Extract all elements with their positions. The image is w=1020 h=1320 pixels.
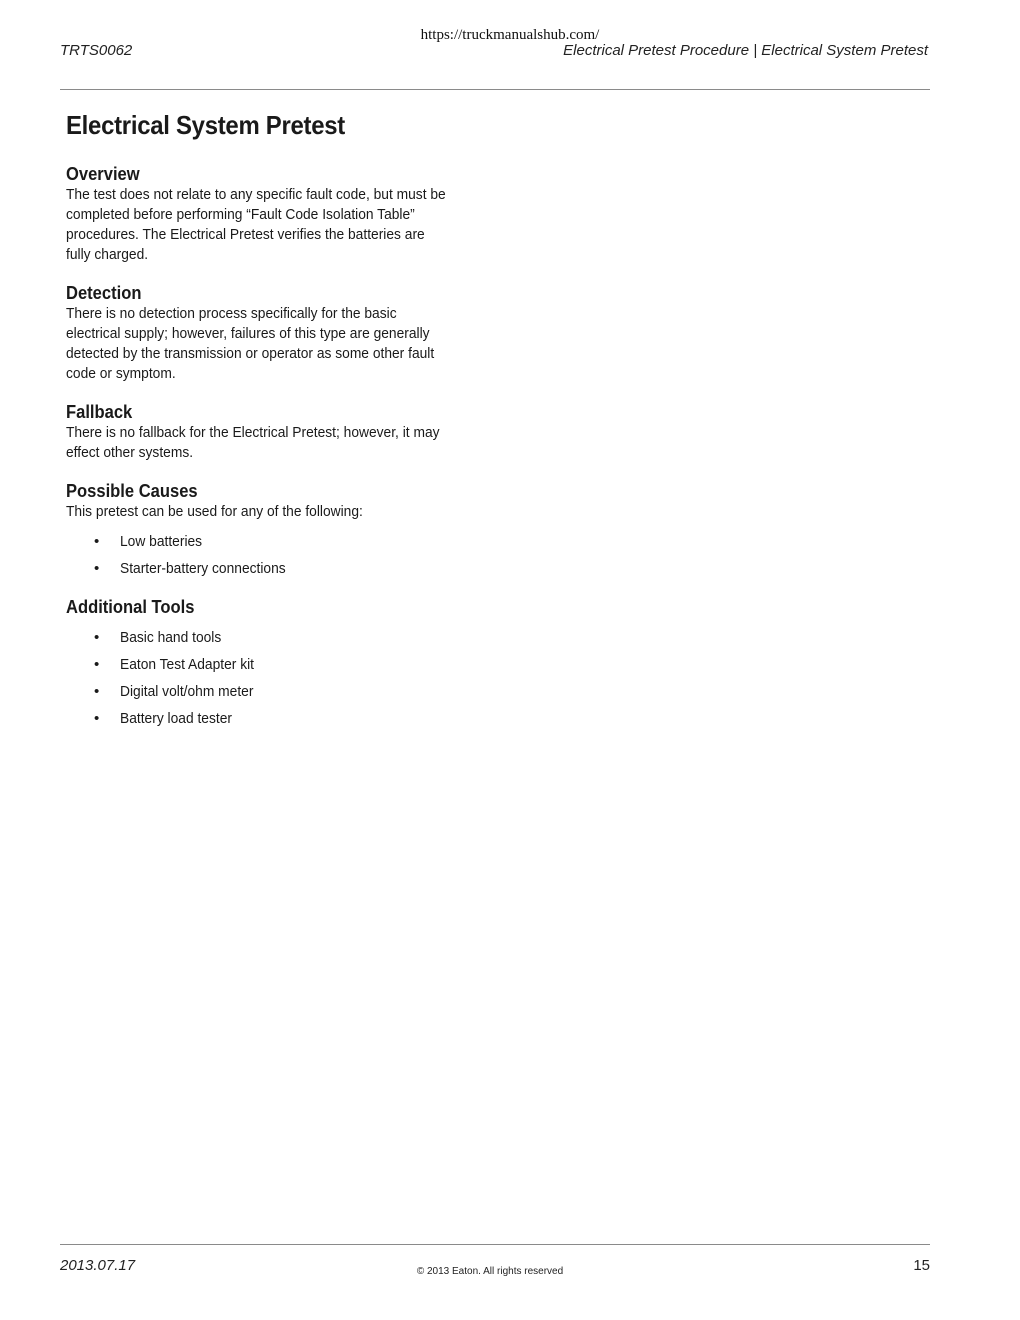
possible-causes-body: This pretest can be used for any of the following: [66,503,363,520]
list-item: • Basic hand tools [66,624,461,651]
header-divider [60,89,930,90]
bullet-icon: • [94,629,100,646]
detection-heading: Detection [66,283,142,303]
additional-tools-list [66,624,461,732]
overview-body: The test does not relate to any specific fault code, but must be completed before performing “Fault Code Isolation Table” procedures. The Electrical Pretest verifies the batteries are fully charged. [66,186,446,263]
fallback-heading: Fallback [66,402,133,422]
footer-date: 2013.07.17 [60,1257,136,1274]
watermark-url: https://truckmanualshub.com/ [420,27,600,43]
page-content [66,110,461,746]
overview-heading: Overview [66,164,140,184]
list-item: • Digital volt/ohm meter [66,678,461,705]
page-title: Electrical System Pretest [66,110,345,140]
additional-tools-heading: Additional Tools [66,597,195,617]
footer-divider [60,1244,930,1245]
footer-page-number: 15 [913,1257,930,1274]
list-item: • Eaton Test Adapter kit [66,651,461,678]
possible-causes-heading: Possible Causes [66,481,198,501]
header-doc-code: TRTS0062 [60,42,133,59]
footer-copyright: © 2013 Eaton. All rights reserved [416,1266,564,1277]
list-item: • Starter-battery connections [66,555,461,582]
bullet-icon: • [94,656,100,673]
list-item: • Battery load tester [66,705,461,732]
bullet-icon: • [94,710,100,727]
header-section-path: Electrical Pretest Procedure | Electrical System Pretest [563,42,928,59]
detection-body: There is no detection process specifically for the basic electrical supply; however, failures of this type are generally detected by the transmission or operator as some other fault code or symptom. [66,305,435,382]
fallback-body: There is no fallback for the Electrical Pretest; however, it may effect other systems. [66,424,440,461]
list-item: • Low batteries [66,528,461,555]
bullet-icon: • [94,533,100,550]
bullet-icon: • [94,560,100,577]
possible-causes-list [66,528,461,582]
bullet-icon: • [94,683,100,700]
